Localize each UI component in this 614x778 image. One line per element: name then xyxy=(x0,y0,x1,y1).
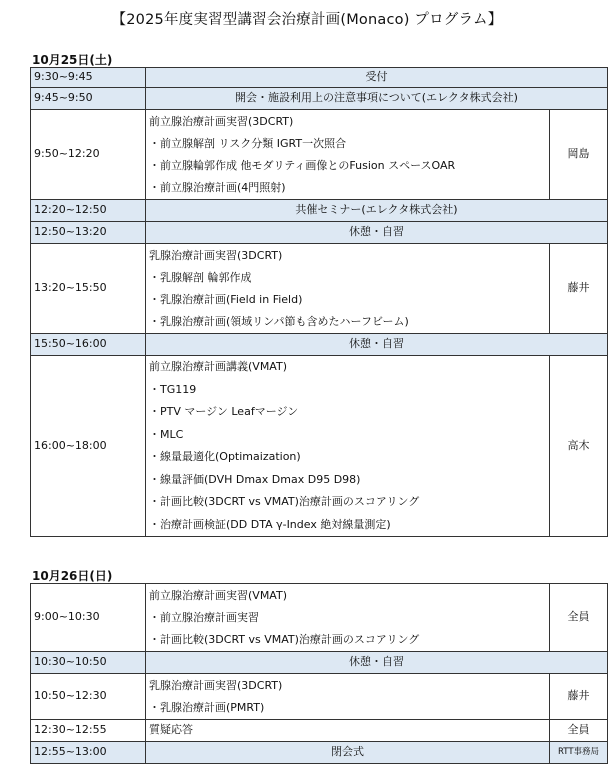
table-row xyxy=(31,110,608,200)
activity-cell xyxy=(146,244,550,334)
activity-line: 乳腺治療計画実習(3DCRT) xyxy=(149,678,283,692)
activity-cell: 閉会式 xyxy=(146,742,550,764)
activity-cell: 休憩・自習 xyxy=(146,222,608,244)
table-row xyxy=(31,68,608,88)
table-row xyxy=(31,674,608,720)
activity-cell: 共催セミナー(エレクタ株式会社) xyxy=(146,200,608,222)
activity-line: ・線量最適化(Optimaization) xyxy=(149,450,301,463)
activity-line: 前立腺治療計画実習(3DCRT) xyxy=(149,114,294,128)
activity-line: ・計画比較(3DCRT vs VMAT)治療計画のスコアリング xyxy=(149,495,420,508)
time-cell: 9:30~9:45 xyxy=(31,68,146,88)
day-2-schedule-table xyxy=(30,583,608,764)
activity-cell: 休憩・自習 xyxy=(146,652,608,674)
activity-line: ・前立腺輪郭作成 他モダリティ画像とのFusion スペースOAR xyxy=(149,158,456,172)
day-1-heading: 10月25日(土) xyxy=(32,53,113,67)
page-title: 【2025年度実習型講習会治療計画(Monaco) プログラム】 xyxy=(111,12,503,28)
time-cell: 13:20~15:50 xyxy=(31,244,146,334)
activity-cell: 受付 xyxy=(146,68,608,88)
instructor-cell: RTT事務局 xyxy=(550,742,608,764)
instructor-cell: 岡島 xyxy=(550,110,608,200)
activity-line: 乳腺治療計画実習(3DCRT) xyxy=(149,248,283,262)
activity-line: 前立腺治療計画実習(VMAT) xyxy=(149,588,287,602)
activity-line: ・PTV マージン Leafマージン xyxy=(149,405,299,418)
activity-line: ・乳腺解剖 輪郭作成 xyxy=(149,270,252,284)
table-row xyxy=(31,222,608,244)
time-cell: 9:45~9:50 xyxy=(31,88,146,110)
activity-line: ・TG119 xyxy=(149,382,197,396)
activity-line: ・前立腺治療計画実習 xyxy=(149,610,259,624)
activity-cell xyxy=(146,674,550,720)
table-row xyxy=(31,244,608,334)
activity-cell xyxy=(146,584,550,652)
time-cell: 16:00~18:00 xyxy=(31,356,146,537)
activity-line: 前立腺治療計画講義(VMAT) xyxy=(149,360,287,373)
activity-cell xyxy=(146,720,550,742)
activity-line: ・前立腺治療計画(4門照射) xyxy=(149,180,286,194)
table-row xyxy=(31,652,608,674)
table-row xyxy=(31,742,608,764)
table-row xyxy=(31,720,608,742)
instructor-cell: 藤井 xyxy=(550,674,608,720)
time-cell: 9:50~12:20 xyxy=(31,110,146,200)
activity-line: ・MLC xyxy=(149,427,184,441)
time-cell: 12:55~13:00 xyxy=(31,742,146,764)
instructor-cell: 高木 xyxy=(550,356,608,537)
time-cell: 15:50~16:00 xyxy=(31,334,146,356)
table-row xyxy=(31,584,608,652)
activity-line: ・乳腺治療計画(Field in Field) xyxy=(149,292,303,306)
instructor-cell: 藤井 xyxy=(550,244,608,334)
activity-line: ・乳腺治療計画(領域リンパ節も含めたハーフビーム) xyxy=(149,314,409,328)
table-row xyxy=(31,88,608,110)
time-cell: 12:30~12:55 xyxy=(31,720,146,742)
activity-cell xyxy=(146,356,550,537)
day-1-schedule-table xyxy=(30,67,608,537)
activity-line: ・治療計画検証(DD DTA γ-Index 絶対線量測定) xyxy=(149,517,391,531)
activity-line: 質疑応答 xyxy=(149,723,193,737)
time-cell: 9:00~10:30 xyxy=(31,584,146,652)
activity-cell: 休憩・自習 xyxy=(146,334,608,356)
activity-line: ・線量評価(DVH Dmax Dmax D95 D98) xyxy=(149,472,361,486)
activity-line: ・前立腺解剖 リスク分類 IGRT一次照合 xyxy=(149,136,347,150)
instructor-cell: 全員 xyxy=(550,720,608,742)
table-row xyxy=(31,356,608,537)
time-cell: 10:50~12:30 xyxy=(31,674,146,720)
time-cell: 10:30~10:50 xyxy=(31,652,146,674)
table-row xyxy=(31,334,608,356)
time-cell: 12:20~12:50 xyxy=(31,200,146,222)
activity-line: ・計画比較(3DCRT vs VMAT)治療計画のスコアリング xyxy=(149,632,420,646)
day-2-heading: 10月26日(日) xyxy=(32,569,113,583)
activity-cell: 開会・施設利用上の注意事項について(エレクタ株式会社) xyxy=(146,88,608,110)
table-row xyxy=(31,200,608,222)
activity-line: ・乳腺治療計画(PMRT) xyxy=(149,700,265,714)
time-cell: 12:50~13:20 xyxy=(31,222,146,244)
activity-cell xyxy=(146,110,550,200)
instructor-cell: 全員 xyxy=(550,584,608,652)
